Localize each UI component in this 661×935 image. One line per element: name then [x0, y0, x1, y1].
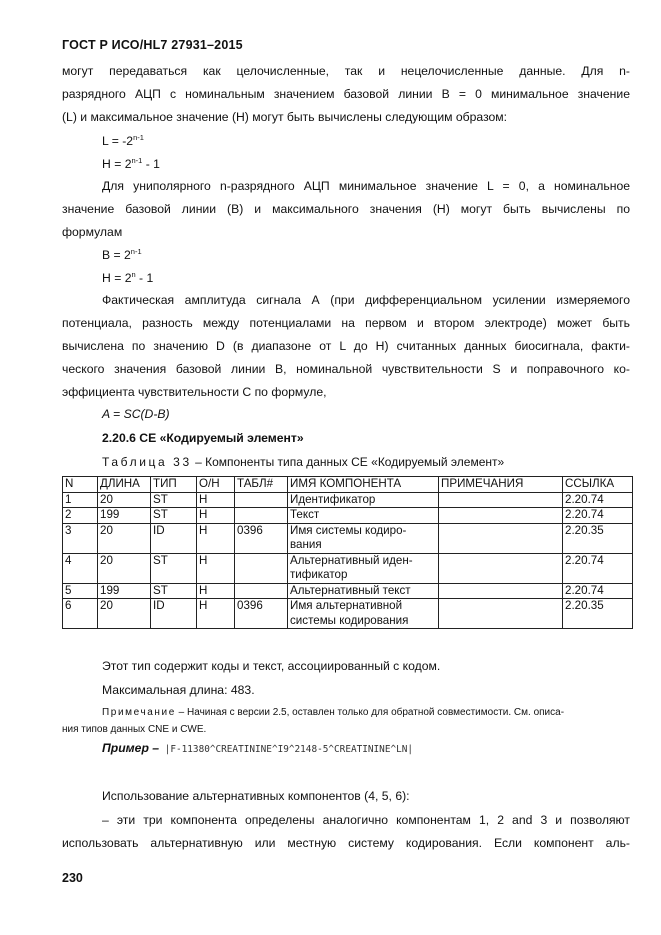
cell-type: ST	[151, 553, 197, 583]
cell-reference: 2.20.35	[563, 599, 633, 629]
para7-line1: – эти три компонента определены аналогично компонентам 1, 2 and 3 и позволяют	[102, 813, 630, 827]
example	[102, 741, 413, 755]
cell-reference: 2.20.74	[563, 583, 633, 599]
cell-reference: 2.20.35	[563, 523, 633, 553]
table-row	[63, 492, 633, 508]
formula-L-base: L = -2	[102, 134, 134, 148]
cell-notes	[439, 583, 563, 599]
para4: Этот тип содержит коды и текст, ассоциированный с кодом.	[102, 659, 441, 673]
table-caption-text: – Компоненты типа данных CE «Кодируемый элемент»	[191, 455, 505, 469]
col-header-reference: ССЫЛКА	[563, 477, 633, 493]
cell-component-name: Текст	[288, 508, 439, 524]
cell-notes	[439, 492, 563, 508]
cell-table: 0396	[235, 599, 288, 629]
cell-notes	[439, 599, 563, 629]
formula-L	[102, 133, 144, 148]
cell-component-name: Имя альтернативной системы кодирования	[288, 599, 439, 629]
formula-H2-exponent: n	[131, 270, 136, 279]
formula-B-exponent: n-1	[130, 247, 142, 256]
para3-line4: ческого значения базовой линии В, номинальной чувствительности S и поправочного ко-	[62, 362, 630, 376]
cell-table	[235, 508, 288, 524]
formula-L-exponent: n-1	[133, 133, 144, 142]
cell-type: ID	[151, 523, 197, 553]
col-header-optionality: О/Н	[197, 477, 235, 493]
cell-length: 20	[98, 492, 151, 508]
note	[102, 703, 630, 723]
table-row	[63, 599, 633, 629]
cell-component-name: Имя системы кодиро-вания	[288, 523, 439, 553]
table-row	[63, 508, 633, 524]
cell-reference: 2.20.74	[563, 508, 633, 524]
formula-H1-exponent: n-1	[131, 156, 143, 165]
para6: Использование альтернативных компонентов (4, 5, 6):	[102, 789, 410, 803]
cell-notes	[439, 553, 563, 583]
formula-H1	[102, 156, 160, 171]
formula-A: A = SC(D-B)	[102, 407, 170, 421]
note-label: Примечание	[102, 707, 176, 718]
para3-line3: вычислена по значению D (в диапазоне от L до Н) считанных данных биосигнала, факти-	[62, 339, 630, 353]
para5: Максимальная длина: 483.	[102, 683, 255, 697]
para3-line1: Фактическая амплитуда сигнала А (при дифференциальном усилении измеряемого	[102, 293, 630, 307]
table-caption-label: Таблица 33	[102, 455, 192, 469]
cell-optionality: H	[197, 599, 235, 629]
cell-n: 2	[63, 508, 98, 524]
example-label: Пример –	[102, 741, 160, 755]
col-header-notes: ПРИМЕЧАНИЯ	[439, 477, 563, 493]
table-row	[63, 523, 633, 553]
section-title: 2.20.6 CE «Кодируемый элемент»	[102, 431, 304, 445]
cell-n: 5	[63, 583, 98, 599]
cell-length: 20	[98, 523, 151, 553]
para3-line2: потенциала, разность между потенциалами на первом и втором электроде) может быть	[62, 316, 630, 330]
cell-component-name: Альтернативный иден-тификатор	[288, 553, 439, 583]
col-header-component-name: ИМЯ КОМПОНЕНТА	[288, 477, 439, 493]
para1-line1: могут передаваться как целочисленные, так и нецелочисленные данные. Для n-	[62, 64, 630, 78]
cell-length: 20	[98, 599, 151, 629]
cell-table: 0396	[235, 523, 288, 553]
cell-reference: 2.20.74	[563, 492, 633, 508]
col-header-n: N	[63, 477, 98, 493]
cell-type: ST	[151, 492, 197, 508]
para7-line2: использовать альтернативную или местную систему кодирования. Если компонент аль-	[62, 836, 630, 850]
col-header-type: ТИП	[151, 477, 197, 493]
cell-optionality: H	[197, 523, 235, 553]
cell-type: ST	[151, 583, 197, 599]
formula-H2	[102, 270, 153, 285]
cell-optionality: H	[197, 553, 235, 583]
para2-line2: значение базовой линии (В) и максимального значения (Н) могут быть вычислены по	[62, 202, 630, 216]
cell-component-name: Альтернативный текст	[288, 583, 439, 599]
cell-table	[235, 553, 288, 583]
document-header: ГОСТ Р ИСО/HL7 27931–2015	[62, 38, 243, 52]
para2-line3: формулам	[62, 225, 123, 239]
cell-length: 199	[98, 508, 151, 524]
cell-n: 6	[63, 599, 98, 629]
formula-B-base: B = 2	[102, 248, 131, 262]
cell-reference: 2.20.74	[563, 553, 633, 583]
cell-type: ST	[151, 508, 197, 524]
cell-optionality: H	[197, 492, 235, 508]
formula-H2-base: H = 2	[102, 271, 132, 285]
formula-H1-base: H = 2	[102, 157, 132, 171]
cell-table	[235, 492, 288, 508]
para3-line5: эффициента чувствительности С по формуле,	[62, 385, 327, 399]
table-row	[63, 583, 633, 599]
example-code: |F-11380^CREATININE^I9^2148-5^CREATININE^LN|	[159, 744, 414, 755]
col-header-table: ТАБЛ#	[235, 477, 288, 493]
para2-line1: Для униполярного n-разрядного АЦП минимальное значение L = 0, а номинальное	[102, 179, 630, 193]
cell-notes	[439, 508, 563, 524]
cell-component-name: Идентификатор	[288, 492, 439, 508]
page-number: 230	[62, 871, 83, 885]
cell-n: 1	[63, 492, 98, 508]
formula-H2-tail: - 1	[135, 271, 154, 285]
para1-line2: разрядного АЦП с номинальным значением базовой линии B = 0 минимальное значение	[62, 87, 630, 101]
components-table	[62, 476, 633, 629]
cell-length: 199	[98, 583, 151, 599]
table-row	[63, 553, 633, 583]
col-header-length: ДЛИНА	[98, 477, 151, 493]
cell-n: 3	[63, 523, 98, 553]
cell-table	[235, 583, 288, 599]
cell-optionality: H	[197, 508, 235, 524]
cell-notes	[439, 523, 563, 553]
cell-optionality: H	[197, 583, 235, 599]
cell-type: ID	[151, 599, 197, 629]
note-line2: ния типов данных CNE и CWE.	[62, 724, 207, 735]
cell-length: 20	[98, 553, 151, 583]
formula-H1-tail: - 1	[142, 157, 160, 171]
table-caption	[102, 455, 504, 469]
table-header-row	[63, 477, 633, 493]
cell-n: 4	[63, 553, 98, 583]
note-line1: – Начиная с версии 2.5, оставлен только для обратной совместимости. См. описа-	[175, 707, 565, 718]
para1-line3: (L) и максимальное значение (Н) могут быть вычислены следующим образом:	[62, 110, 508, 124]
formula-B	[102, 247, 142, 262]
